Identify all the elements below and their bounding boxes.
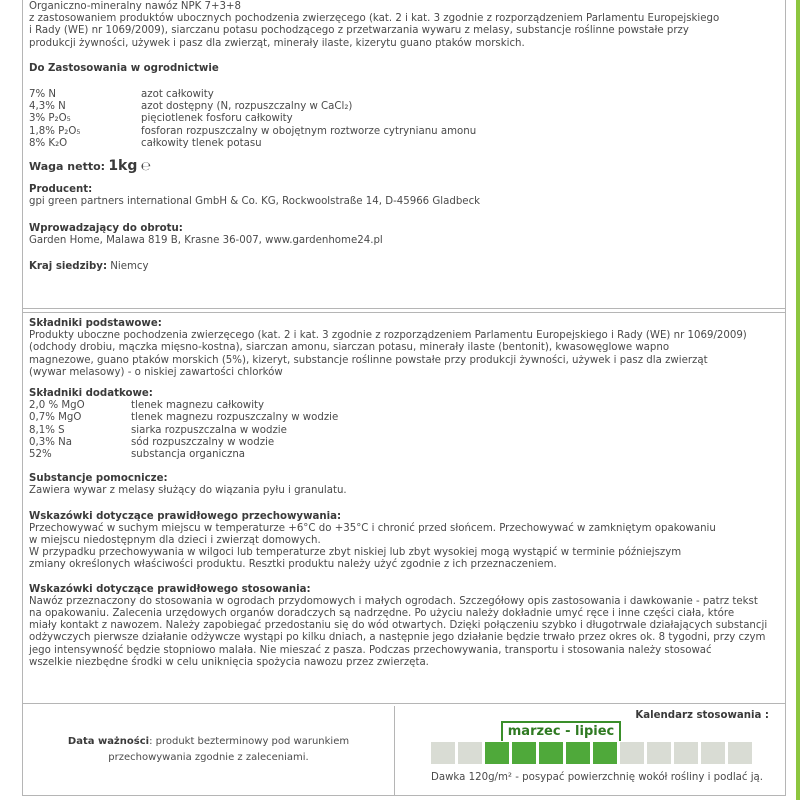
extra-row bbox=[29, 425, 785, 437]
country-value: Niemcy bbox=[110, 261, 149, 273]
nutrient-row bbox=[29, 89, 785, 101]
middle-section bbox=[23, 312, 785, 704]
nutrient-list bbox=[29, 89, 785, 150]
extra-amount: 8,1% S bbox=[29, 424, 65, 436]
calendar-months bbox=[431, 742, 755, 764]
calendar-month-block bbox=[593, 742, 617, 764]
calendar-month-block bbox=[701, 742, 725, 764]
intro-line: produkcji żywności, używek i pasz dla zwierząt, minerały ilaste, kizerytu guano ptaków morskich. bbox=[29, 37, 525, 49]
use-line: wszelkie niezbędne środki w celu uniknięcia spożycia nawozu przez zwierzęta. bbox=[29, 656, 429, 668]
storage-line: W przypadku przechowywania w wilgoci lub temperaturze zbyt niskiej lub zbyt wysokiej mogą wystąpić w terminie późniejszym bbox=[29, 547, 682, 559]
storage-heading: Wskazówki dotyczące prawidłowego przechowywania: bbox=[29, 510, 342, 522]
importer-text: Garden Home, Malawa 819 B, Krasne 36-007, www.gardenhome24.pl bbox=[29, 234, 383, 246]
use-line: odżywczych pierwsze działanie odżywcze wystąpi po kilku dniach, a następnie jego działanie będzie trwało przez okres ok. 8 tygodni, przy czym bbox=[29, 632, 766, 644]
extra-desc: substancja organiczna bbox=[131, 449, 246, 461]
extra-row bbox=[29, 449, 785, 461]
calendar-title: Kalendarz stosowania : bbox=[635, 710, 769, 721]
nutrient-row bbox=[29, 138, 785, 150]
dose-text: Dawka 120g/m² - posypać powierzchnię wokół rośliny i podlać ją. bbox=[431, 772, 764, 783]
calendar-month-block bbox=[647, 742, 671, 764]
nutrient-amount: 4,3% N bbox=[29, 101, 66, 113]
aux-text: Zawiera wywar z melasy służący do wiązania pyłu i granulatu. bbox=[29, 485, 347, 497]
use-line: Nawóz przeznaczony do stosowania w ogrodach przydomowych i małych ogrodach. Szczegółowy opis zastosowania i dawkowanie - patrz tekst bbox=[29, 595, 758, 607]
producer-text: gpi green partners international GmbH & Co. KG, Rockwoolstraße 14, D-45966 Gladbeck bbox=[29, 196, 481, 208]
nutrient-desc: azot całkowity bbox=[141, 89, 214, 101]
usage-heading: Do Zastosowania w ogrodnictwie bbox=[29, 62, 219, 74]
nutrient-row bbox=[29, 126, 785, 138]
nutrient-desc: fosforan rozpuszczalny w obojętnym roztworze cytrynianu amonu bbox=[141, 125, 477, 137]
use-line: miały kontakt z nawozem. Należy zapobiegać przedostaniu się do wód otwartych. Dzięki połączeniu szybko i długotrwale działających substancji bbox=[29, 620, 768, 632]
validity-line bbox=[23, 734, 394, 750]
extra-amount: 2,0 % MgO bbox=[29, 400, 85, 412]
extra-desc: sód rozpuszczalny w wodzie bbox=[131, 436, 275, 448]
use-heading: Wskazówki dotyczące prawidłowego stosowania: bbox=[29, 583, 311, 595]
nutrient-row bbox=[29, 113, 785, 125]
top-section bbox=[23, 0, 785, 309]
net-weight bbox=[29, 160, 785, 174]
extra-amount: 0,3% Na bbox=[29, 436, 72, 448]
bottom-section bbox=[23, 706, 785, 795]
calendar-box bbox=[401, 706, 785, 795]
nutrient-desc: całkowity tlenek potasu bbox=[141, 137, 262, 149]
calendar-month-block bbox=[431, 742, 455, 764]
extra-amount: 0,7% MgO bbox=[29, 412, 82, 424]
calendar-month-block bbox=[674, 742, 698, 764]
basic-line: magnezowe, guano ptaków morskich (5%), kizeryt, substancje roślinne powstałe przy produkcji żywności, używek i pasz dla zwierząt bbox=[29, 354, 708, 366]
nutrient-amount: 3% P₂O₅ bbox=[29, 113, 71, 125]
intro-line: i Rady (WE) nr 1069/2009), siarczanu potasu pochodzącego z przetwarzania wywaru z melasy, substancje roślinne powstałe przy bbox=[29, 25, 689, 37]
validity-text: : produkt bezterminowy pod warunkiem bbox=[149, 736, 350, 747]
net-weight-value: 1kg bbox=[108, 158, 138, 175]
country bbox=[29, 261, 785, 273]
nutrient-amount: 7% N bbox=[29, 89, 57, 101]
validity-box bbox=[23, 706, 395, 795]
calendar-month-block bbox=[566, 742, 590, 764]
extra-row bbox=[29, 412, 785, 424]
country-label: Kraj siedziby: bbox=[29, 261, 108, 273]
calendar-month-block bbox=[512, 742, 536, 764]
basic-line: (wywar melasowy) - o niskiej zawartości chlorków bbox=[29, 366, 283, 378]
basic-line: Produkty uboczne pochodzenia zwierzęcego (kat. 2 i kat. 3 zgodnie z rozporządzeniem Parlamentu Europejskiego i Rady (WE) nr 1069/2009) bbox=[29, 330, 747, 342]
storage-line: w miejscu niedostępnym dla dzieci i zwierząt domowych. bbox=[29, 535, 321, 547]
net-weight-label: Waga netto: bbox=[29, 160, 106, 174]
nutrient-row bbox=[29, 101, 785, 113]
intro-line: z zastosowaniem produktów ubocznych pochodzenia zwierzęcego (kat. 2 i kat. 3 zgodnie z rozporządzeniem Parlamentu Europejskiego bbox=[29, 13, 720, 25]
nutrient-amount: 1,8% P₂O₅ bbox=[29, 125, 81, 137]
estimated-sign-icon: ℮ bbox=[140, 159, 151, 174]
label-frame bbox=[22, 0, 786, 796]
storage-line: zmiany określonych właściwości produktu. Resztki produktu należy użyć zgodnie z ich przeznaczeniem. bbox=[29, 559, 557, 571]
nutrient-desc: pięciotlenek fosforu całkowity bbox=[141, 113, 293, 125]
extra-list bbox=[29, 400, 785, 461]
extra-desc: tlenek magnezu rozpuszczalny w wodzie bbox=[131, 412, 339, 424]
use-line: jego intensywność będzie stopniowo malała. Nie mieszać z pasza. Podczas przechowywania, transportu i stosowania należy stosować bbox=[29, 644, 712, 656]
extra-desc: siarka rozpuszczalna w wodzie bbox=[131, 424, 287, 436]
extra-row bbox=[29, 437, 785, 449]
basic-line: (odchody drobiu, mączka mięsno-kostna), siarczan amonu, siarczan potasu, minerały ilaste (bentonit), kwasowęglowe wapno bbox=[29, 342, 670, 354]
extra-row bbox=[29, 400, 785, 412]
calendar-month-block bbox=[485, 742, 509, 764]
aux-heading: Substancje pomocnicze: bbox=[29, 473, 168, 485]
validity-text-2: przechowywania zgodnie z zaleceniami. bbox=[108, 752, 309, 763]
calendar-month-block bbox=[728, 742, 752, 764]
calendar-month-block bbox=[539, 742, 563, 764]
basic-heading: Składniki podstawowe: bbox=[29, 318, 162, 329]
intro-block bbox=[29, 0, 785, 50]
intro-line: Organiczno-mineralny nawóz NPK 7+3+8 bbox=[29, 1, 242, 12]
nutrient-desc: azot dostępny (N, rozpuszczalny w CaCl₂) bbox=[141, 101, 353, 113]
calendar-month-block bbox=[620, 742, 644, 764]
extra-amount: 52% bbox=[29, 449, 52, 461]
green-edge-stripe bbox=[796, 0, 800, 800]
calendar-month-block bbox=[458, 742, 482, 764]
calendar-range: marzec - lipiec bbox=[501, 721, 621, 741]
extra-heading: Składniki dodatkowe: bbox=[29, 388, 153, 400]
use-line: na opakowaniu. Zalecenia urzędowych organów doradczych są nadrzędne. Po użyciu należy dokładnie umyć ręce i inne części ciała, które bbox=[29, 608, 735, 620]
importer-heading: Wprowadzający do obrotu: bbox=[29, 222, 183, 234]
validity-label: Data ważności bbox=[67, 736, 150, 747]
nutrient-amount: 8% K₂O bbox=[29, 137, 68, 149]
storage-line: Przechowywać w suchym miejscu w temperaturze +6°C do +35°C i chronić przed słońcem. Przechowywać w zamkniętym opakowaniu bbox=[29, 522, 716, 534]
producer-heading: Producent: bbox=[29, 184, 93, 196]
extra-desc: tlenek magnezu całkowity bbox=[131, 400, 265, 412]
